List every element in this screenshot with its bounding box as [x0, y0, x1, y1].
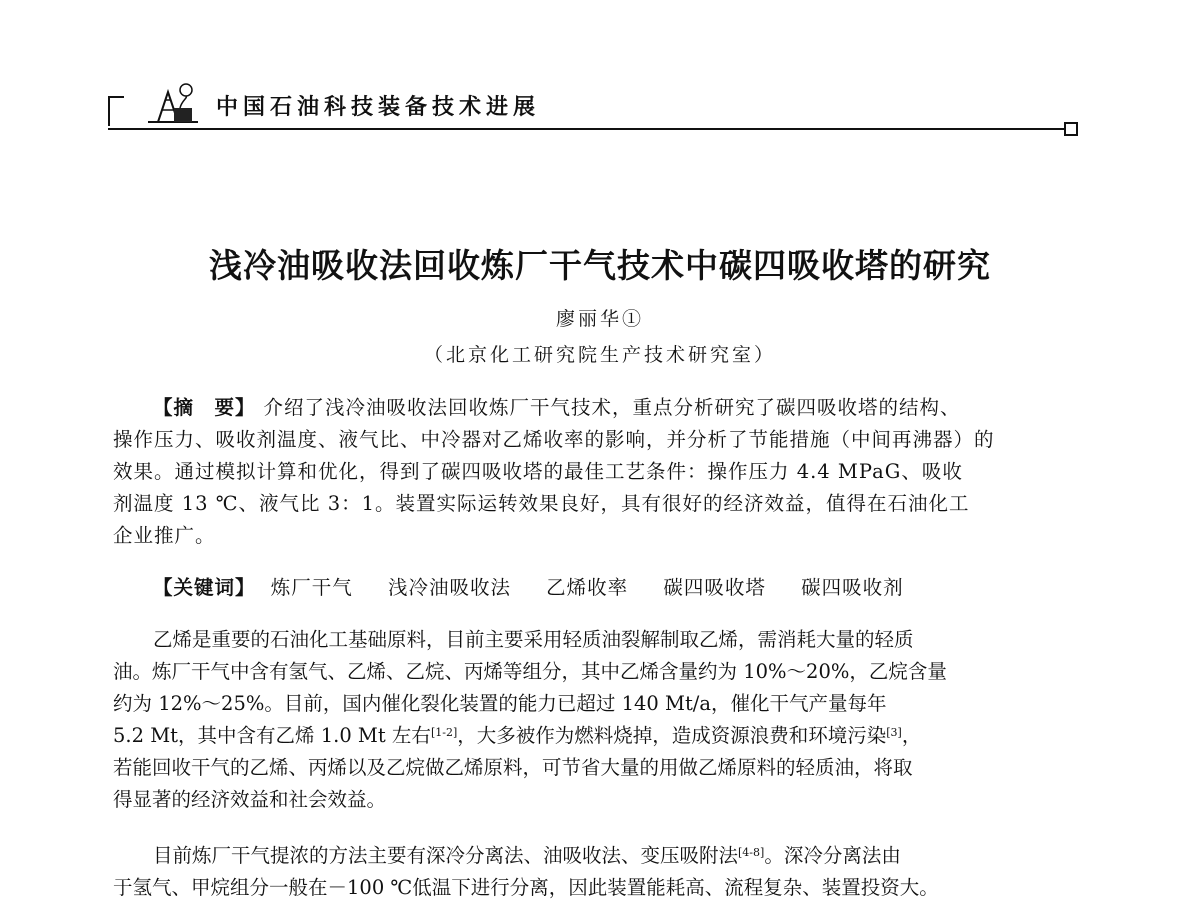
keyword: 炼厂干气 — [270, 576, 353, 599]
body-line: 乙烯是重要的石油化工基础原料，目前主要采用轻质油裂解制取乙烯，需消耗大量的轻质 — [153, 628, 914, 651]
body-line: 于氢气、甲烷组分一般在－100 ℃低温下进行分离，因此装置能耗高、流程复杂、装置投资大。 — [113, 876, 939, 899]
header-rule — [108, 128, 1066, 130]
body-line: 目前炼厂干气提浓的方法主要有深冷分离法、油吸收法、变压吸附法[4-8]。深冷分离法由 — [153, 844, 901, 867]
body-paragraph-1 — [113, 624, 1079, 816]
body-line: 若能回收干气的乙烯、丙烯以及乙烷做乙烯原料，可节省大量的用做乙烯原料的轻质油，将取 — [113, 756, 913, 779]
journal-header — [108, 78, 1078, 138]
citation: [3] — [886, 726, 902, 739]
header-bracket — [108, 96, 124, 126]
body-line: 5.2 Mt，其中含有乙烯 1.0 Mt 左右[1-2]，大多被作为燃料烧掉，造成资源浪费和环境污染[3]， — [113, 724, 922, 747]
body-line: 油。炼厂干气中含有氢气、乙烯、乙烷、丙烯等组分，其中乙烯含量约为 10%～20%，乙烷含量 — [113, 660, 947, 683]
citation: [1-2] — [430, 726, 458, 739]
keywords-label: 【关键词】 — [153, 576, 256, 599]
paper-title: 浅冷油吸收法回收炼厂干气技术中碳四吸收塔的研究 — [209, 246, 991, 285]
abstract — [113, 392, 1079, 552]
header-rule-end-box — [1064, 122, 1078, 136]
citation: [4-8] — [738, 846, 765, 859]
abstract-label: 【摘 要】 — [153, 396, 256, 419]
affiliation: （北京化工研究院生产技术研究室） — [423, 344, 776, 366]
keyword: 乙烯收率 — [546, 576, 629, 599]
body-line: 得显著的经济效益和社会效益。 — [113, 788, 387, 811]
keywords — [113, 572, 1079, 604]
abstract-line: 效果。通过模拟计算和优化，得到了碳四吸收塔的最佳工艺条件：操作压力 4.4 MPaG、吸收 — [113, 460, 963, 483]
body-paragraph-2 — [113, 840, 1079, 904]
body-line: 约为 12%～25%。目前，国内催化裂化装置的能力已超过 140 Mt/a，催化干气产量每年 — [113, 692, 887, 715]
keyword: 浅冷油吸收法 — [387, 576, 511, 599]
keyword: 碳四吸收剂 — [801, 576, 904, 599]
abstract-line: 操作压力、吸收剂温度、液气比、中冷器对乙烯收率的影响，并分析了节能措施（中间再沸器）的 — [113, 428, 995, 451]
abstract-line: 剂温度 13 ℃、液气比 3：1。装置实际运转效果良好，具有很好的经济效益，值得在石油化工 — [113, 492, 970, 515]
keywords-line — [113, 572, 1079, 604]
keyword: 碳四吸收塔 — [663, 576, 766, 599]
abstract-line: 企业推广。 — [113, 524, 216, 547]
oil-derrick-logo-icon — [138, 78, 208, 128]
journal-name: 中国石油科技装备技术进展 — [216, 94, 541, 120]
author: 廖丽华① — [555, 308, 644, 330]
abstract-line: 【摘 要】 介绍了浅冷油吸收法回收炼厂干气技术，重点分析研究了碳四吸收塔的结构、 — [153, 396, 961, 419]
